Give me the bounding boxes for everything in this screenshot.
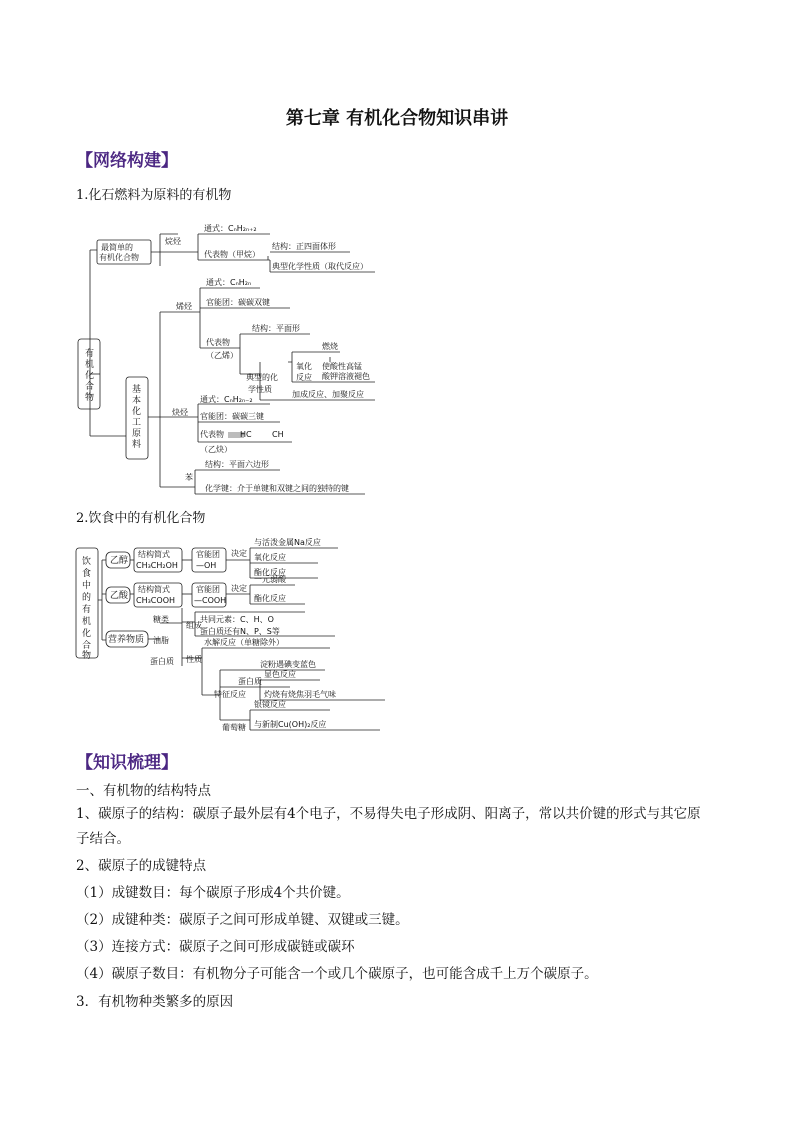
food-root-char: 食	[82, 569, 92, 579]
alkene-label: 烯烃	[176, 302, 192, 311]
food-diagram	[70, 530, 400, 740]
typical-property: 典型的化	[246, 373, 278, 382]
na-reaction: 与活泼金属Na反应	[254, 538, 321, 547]
food-root-char: 有	[82, 605, 92, 615]
alkyne-label: 炔烃	[172, 408, 188, 417]
oxidation: 氧化反应	[254, 553, 286, 562]
subheading-food: 2.饮食中的有机化合物	[76, 511, 206, 526]
food-root-char: 机	[82, 617, 92, 627]
starch: 淀粉遇碘变蓝色	[260, 660, 316, 669]
alkene-fg: 官能团：碳碳双键	[206, 298, 270, 307]
acetylene-formula: CH	[272, 430, 284, 439]
basic-char: 化	[132, 407, 142, 417]
alkene-formula: 通式：CₙH₂ₙ	[206, 278, 252, 287]
cuoh-reaction: 与新制Cu(OH)₂反应	[254, 720, 327, 729]
section-heading-knowledge: 【知识梳理】	[76, 753, 178, 773]
ethanol-structure: CH₃CH₂OH	[136, 561, 178, 570]
kmno4: 使酸性高锰	[322, 362, 362, 371]
nutrients-label: 营养物质	[108, 635, 145, 645]
basic-char: 工	[132, 418, 142, 428]
basic-char: 原	[132, 429, 142, 439]
typical-property: 学性质	[248, 385, 272, 394]
fossil-fuel-diagram	[60, 212, 400, 497]
alkane-rep: 代表物（甲烷）	[204, 250, 260, 259]
oxidation: 氧化	[296, 362, 312, 371]
acetic-fg: 官能团	[196, 585, 220, 594]
section-heading-network: 【网络构建】	[76, 151, 178, 171]
hydrolysis: 水解反应（单糖除外）	[204, 638, 284, 647]
benzene-bond: 化学键：介于单键和双键之间的独特的键	[205, 484, 349, 493]
knowledge-paragraph: 2、碳原子的成键特点	[76, 858, 207, 874]
ethanol-fg: 官能团	[196, 550, 220, 559]
food-root-char: 的	[82, 593, 92, 603]
addition: 加成反应、加聚反应	[292, 390, 364, 399]
knowledge-paragraph: （1）成键数目：每个碳原子形成4个共价键。	[76, 885, 350, 901]
food-root-char: 合	[82, 641, 92, 651]
sugar: 糖类	[153, 615, 169, 624]
ethanol-fg: —OH	[196, 561, 217, 570]
weak-acid: 一元弱酸	[254, 575, 286, 584]
knowledge-paragraph: 子结合。	[76, 831, 130, 847]
ethylene-structure: 结构：平面形	[252, 324, 300, 333]
root-char: 化	[85, 371, 95, 381]
benzene-label: 苯	[185, 473, 193, 482]
esterification: 酯化反应	[254, 568, 286, 577]
methane-property: 典型化学性质（取代反应）	[272, 262, 368, 271]
protein: 蛋白质	[150, 657, 174, 666]
knowledge-paragraph: 1、碳原子的结构：碳原子最外层有4个电子，不易得失电子形成阴、阳离子，常以共价键的形式与其它原	[76, 806, 701, 822]
oxidation: 反应	[296, 373, 312, 382]
esterification: 酯化反应	[254, 594, 286, 603]
ethanol-label: 乙醇	[110, 556, 129, 566]
glucose: 葡萄糖	[222, 723, 246, 732]
subheading-fossil: 1.化石燃料为原料的有机物	[76, 188, 232, 203]
decide-label: 决定	[231, 549, 247, 558]
alkane-formula: 通式：CₙH₂ₙ₊₂	[204, 224, 257, 233]
alkene-rep: 代表物	[206, 338, 230, 347]
food-root-char: 化	[82, 629, 92, 639]
food-root-char: 中	[82, 581, 92, 591]
basic-char: 本	[132, 396, 142, 406]
knowledge-heading: 一、有机物的结构特点	[76, 783, 211, 799]
silver-mirror: 银镜反应	[254, 700, 286, 709]
basic-char: 料	[132, 440, 142, 450]
alkyne-formula: 通式：CₙH₂ₙ₋₂	[200, 395, 253, 404]
knowledge-paragraph: （2）成键种类：碳原子之间可形成单键、双键或三键。	[76, 912, 409, 928]
root-char: 合	[85, 382, 95, 392]
root-char: 物	[85, 393, 95, 403]
fat: 油脂	[153, 636, 169, 645]
knowledge-paragraph: （3）连接方式：碳原子之间可形成碳链或碳环	[76, 939, 355, 955]
simplest-label: 最简单的	[101, 243, 133, 252]
knowledge-paragraph: 3．有机物种类繁多的原因	[76, 994, 234, 1010]
acetic-label: 乙酸	[110, 591, 129, 601]
protein-extra: 蛋白质还有N、P、S等	[200, 627, 280, 636]
alkene-rep: （乙烯）	[206, 351, 238, 360]
combustion: 燃烧	[322, 342, 338, 351]
acetylene-formula: HC	[240, 430, 252, 439]
alkyne-fg: 官能团：碳碳三键	[200, 412, 264, 421]
page-title: 第七章 有机化合物知识串讲	[285, 108, 509, 129]
root-char: 有	[85, 349, 95, 359]
benzene-structure: 结构：平面六边形	[205, 460, 269, 469]
color-reaction: 显色反应	[264, 670, 296, 679]
burn-smell: 灼烧有烧焦羽毛气味	[264, 690, 336, 699]
basic-char: 基	[132, 385, 142, 395]
protein2: 蛋白质	[238, 677, 262, 686]
simplest-label: 有机化合物	[99, 253, 139, 262]
ethanol-structure: 结构简式	[138, 550, 170, 559]
alkyne-rep: 代表物	[200, 430, 224, 439]
alkane-label: 烷烃	[165, 237, 181, 246]
composition: 组成	[186, 621, 202, 630]
feature: 特征反应	[214, 690, 246, 699]
decide-label: 决定	[231, 584, 247, 593]
acetic-structure: CH₃COOH	[136, 596, 176, 605]
acetylene-label: （乙炔）	[200, 445, 232, 454]
property: 性质	[186, 655, 202, 664]
knowledge-paragraph: （4）碳原子数目：有机物分子可能含一个或几个碳原子，也可能含成千上万个碳原子。	[76, 966, 598, 982]
acetic-fg: —COOH	[194, 596, 227, 605]
food-root-char: 饮	[82, 557, 92, 567]
kmno4: 酸钾溶液褪色	[322, 372, 370, 381]
food-root-char: 物	[82, 651, 92, 661]
common-elements: 共同元素：C、H、O	[200, 615, 274, 624]
acetic-structure: 结构简式	[138, 585, 170, 594]
root-char: 机	[85, 360, 95, 370]
methane-structure: 结构：正四面体形	[272, 242, 336, 251]
